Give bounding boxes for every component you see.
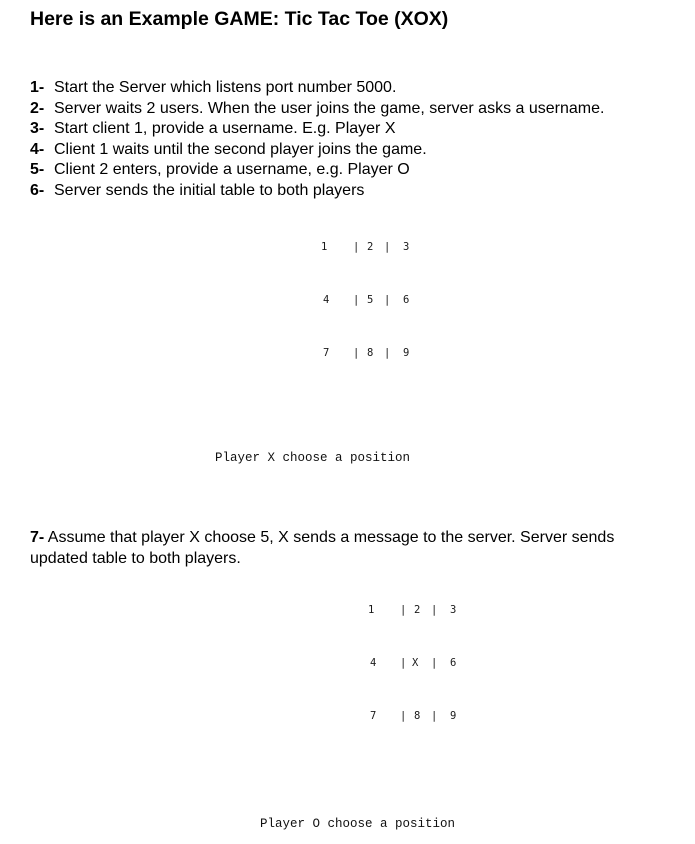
board-cell: 8 [414, 710, 421, 722]
step-number: 4- [30, 140, 45, 158]
step-number: 6- [30, 181, 45, 199]
board-cell: 2 [414, 604, 421, 616]
steps-list [30, 78, 604, 201]
step-number: 1- [30, 79, 45, 96]
list-item [30, 119, 604, 140]
step-text: Start the Server which listens port number 5000. [54, 79, 397, 96]
step-text: Server sends the initial table to both players [54, 181, 365, 199]
board-separator: | [384, 294, 391, 306]
step-number: 7- [30, 529, 45, 546]
board-cell: 4 [370, 657, 377, 669]
board-separator: | [353, 241, 360, 253]
player-x-prompt: Player X choose a position [215, 451, 411, 465]
board-separator: | [431, 604, 438, 616]
list-item [30, 140, 604, 161]
list-item [30, 78, 604, 99]
page-title: Here is an Example GAME: Tic Tac Toe (XOX) [30, 8, 449, 30]
board-cell: 3 [450, 604, 457, 616]
board-cell: 7 [370, 710, 377, 722]
step-text: Client 2 enters, provide a username, e.g. Player O [54, 161, 410, 178]
step-number: 5- [30, 161, 45, 178]
list-item [30, 181, 604, 202]
board-cell: 4 [323, 294, 330, 306]
step-number: 2- [30, 99, 45, 117]
board-separator: | [400, 710, 407, 722]
list-item [30, 99, 604, 120]
step-text: Start client 1, provide a username. E.g. Player X [54, 120, 396, 137]
board-cell: 7 [323, 347, 330, 359]
board-cell: 9 [403, 347, 410, 359]
board-cell: 6 [403, 294, 410, 306]
board-separator: | [431, 657, 438, 669]
board-separator: | [400, 657, 407, 669]
board-cell: 1 [368, 604, 375, 616]
board-cell: 6 [450, 657, 457, 669]
board-cell: 5 [367, 294, 374, 306]
board-cell: X [412, 657, 419, 669]
board-separator: | [431, 710, 438, 722]
list-item [30, 160, 604, 181]
board-separator: | [400, 604, 407, 616]
step-text: Client 1 waits until the second player joins the game. [54, 140, 427, 158]
board-cell: 3 [403, 241, 410, 253]
board-separator: | [353, 347, 360, 359]
board-separator: | [353, 294, 360, 306]
step-text: Assume that player X choose 5, X sends a message to the server. Server sends updated table to both players. [30, 529, 615, 567]
board-cell: 9 [450, 710, 457, 722]
board-separator: | [384, 347, 391, 359]
step-text: Server waits 2 users. When the user joins the game, server asks a username. [54, 99, 605, 117]
board-cell: 8 [367, 347, 374, 359]
step-7-paragraph [30, 528, 670, 569]
step-number: 3- [30, 120, 45, 137]
player-o-prompt: Player O choose a position [260, 817, 456, 831]
board-separator: | [384, 241, 391, 253]
board-cell: 1 [321, 241, 328, 253]
board-cell: 2 [367, 241, 374, 253]
